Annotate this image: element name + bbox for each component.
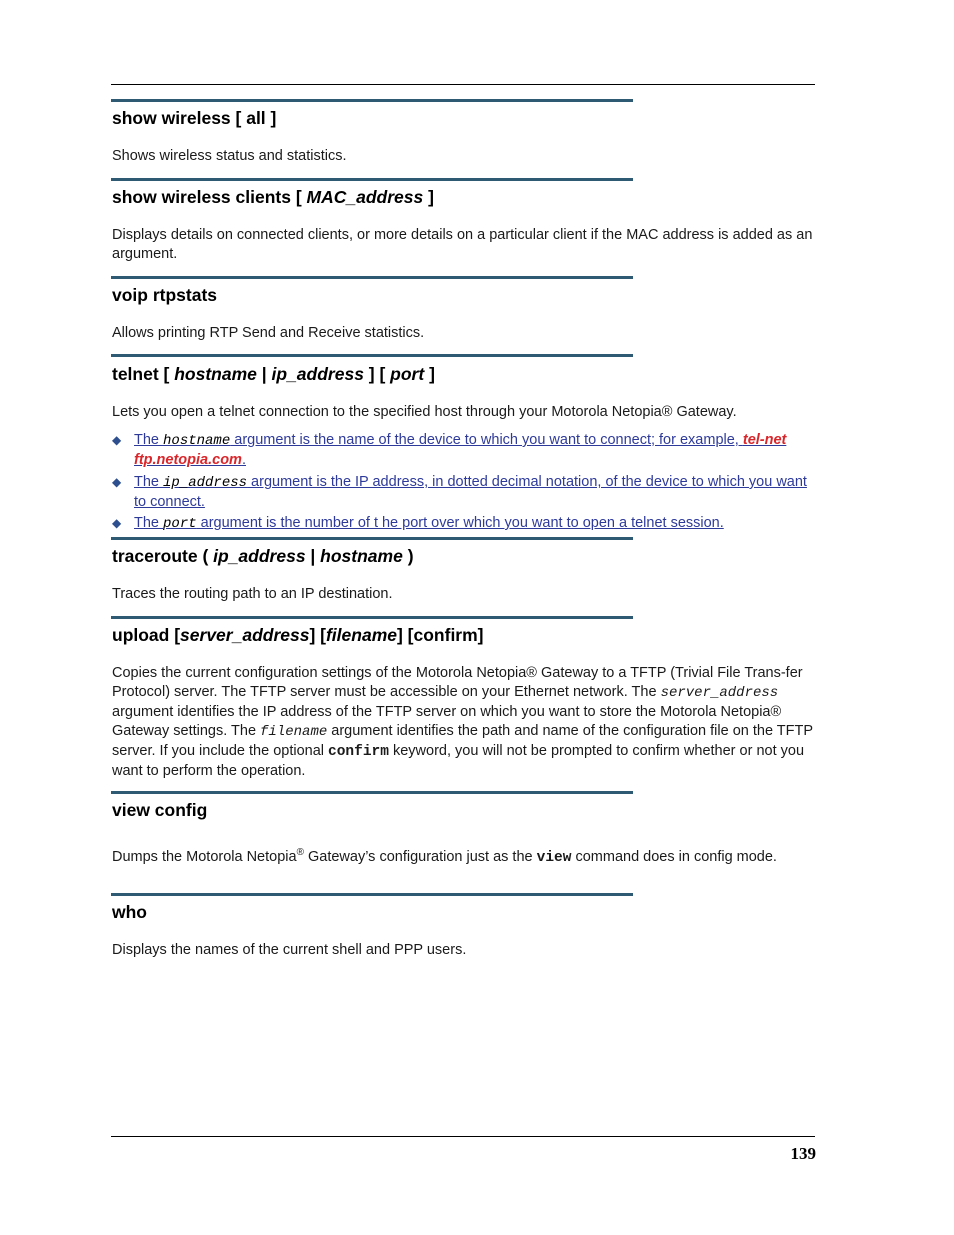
command-description: Lets you open a telnet connection to the specified host through your Motorola Netopia® Gateway.: [112, 404, 737, 420]
diamond-bullet-icon: ◆: [112, 475, 122, 489]
section-bar: [111, 791, 633, 794]
header-rule: [111, 84, 815, 85]
command-description: Allows printing RTP Send and Receive statistics.: [112, 325, 425, 341]
bullet-item: [112, 473, 818, 512]
command-heading-voip-rtpstats: voip rtpstats: [112, 285, 218, 305]
command-heading-view-config: view config: [112, 800, 208, 820]
command-heading-show-wireless-clients: show wireless clients [ MAC_address ]: [112, 187, 434, 207]
section-bar: [111, 276, 633, 279]
command-description: Shows wireless status and statistics.: [112, 148, 347, 164]
bullet-item: [112, 431, 818, 470]
command-heading-traceroute: traceroute ( ip_address | hostname ): [112, 546, 414, 566]
command-description: Displays the names of the current shell and PPP users.: [112, 942, 467, 958]
command-description: Copies the current configuration settings of the Motorola Netopia® Gateway to a TFTP (Trivial File Trans-fer Protocol) server. The TFTP server must be accessible on your Ethernet network. The server_address argument identifies the IP address of the TFTP server on which you want to store the Motorola Netopia® Gateway settings. The filename argument identifies the path and name of the configuration file on the TFTP server. If you include the optional confirm keyword, you will not be prompted to confirm whether or not you want to perform the operation.: [112, 665, 813, 779]
diamond-bullet-icon: ◆: [112, 516, 122, 530]
command-heading-upload: upload [server_address] [filename] [confirm]: [112, 625, 484, 645]
section-bar: [111, 99, 633, 102]
command-heading-who: who: [112, 902, 147, 922]
diamond-bullet-icon: ◆: [112, 433, 122, 447]
footer-rule: [111, 1136, 815, 1137]
command-heading-telnet: telnet [ hostname | ip_address ] [ port ]: [112, 364, 435, 384]
section-bar: [111, 893, 633, 896]
page-number: 139: [790, 1144, 816, 1163]
command-description: Displays details on connected clients, or more details on a particular client if the MAC address is added as an argument.: [112, 227, 813, 262]
bullet-item: [112, 514, 818, 534]
section-bar: [111, 178, 633, 181]
command-heading-show-wireless: show wireless [ all ]: [112, 108, 277, 128]
section-bar: [111, 616, 633, 619]
bullet-link[interactable]: The ip_address argument is the IP address, in dotted decimal notation, of the device to which you want to connect.: [134, 474, 807, 510]
bullet-link[interactable]: The hostname argument is the name of the device to which you want to connect; for example, tel-net ftp.netopia.com.: [134, 432, 787, 468]
command-description: Dumps the Motorola Netopia® Gateway’s configuration just as the view command does in config mode.: [112, 847, 777, 866]
bullet-link[interactable]: The port argument is the number of t he port over which you want to open a telnet session.: [134, 515, 724, 532]
section-bar: [111, 537, 633, 540]
section-bar: [111, 354, 633, 357]
command-description: Traces the routing path to an IP destination.: [112, 586, 393, 602]
